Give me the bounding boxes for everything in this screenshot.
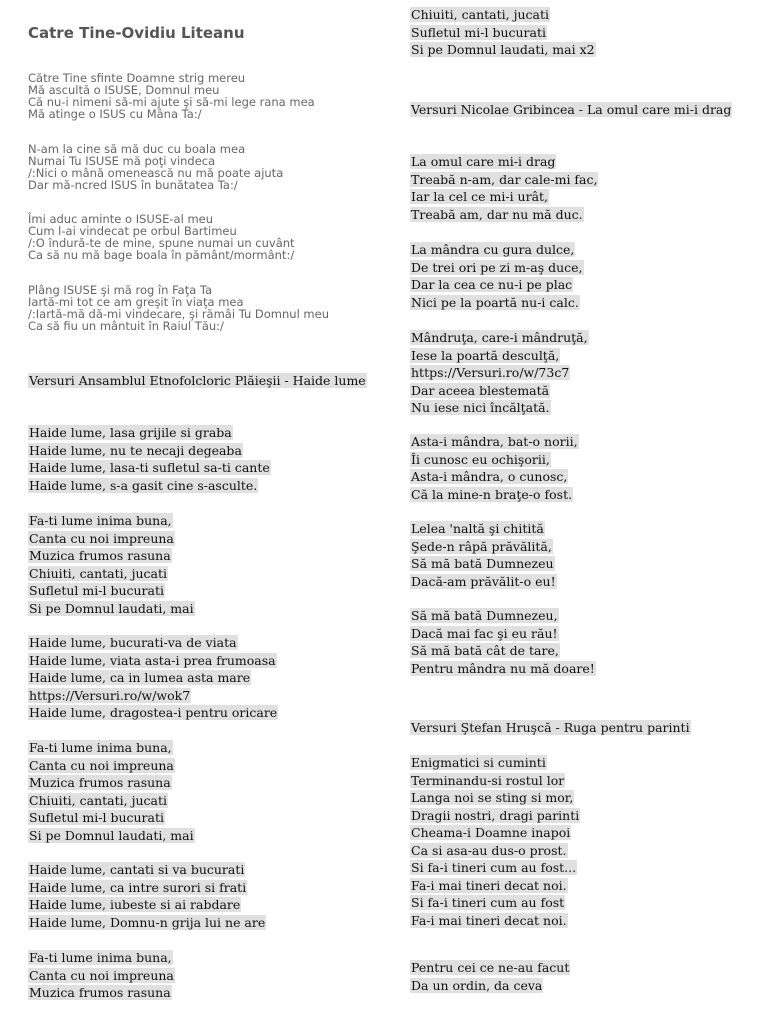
song-heading-row bbox=[410, 719, 691, 737]
lyric-line-row bbox=[28, 547, 172, 565]
lyric-line-row bbox=[410, 41, 596, 59]
prayer-line: Iartă-mi tot ce am greşit în viaţa mea bbox=[28, 295, 244, 309]
prayer-line: Dar mă-ncred ISUS în bunătatea Ta:/ bbox=[28, 178, 238, 192]
lyric-line-row bbox=[410, 486, 573, 504]
lyric-line-row bbox=[410, 959, 570, 977]
lyric-line-row bbox=[28, 530, 175, 548]
lyric-line-row bbox=[28, 442, 243, 460]
lyric-line[interactable]: https://Versuri.ro/w/wok7 bbox=[29, 687, 191, 703]
prayer-line: Ca să nu mă bage boala în pământ/mormânt:/ bbox=[28, 248, 295, 262]
lyric-line-row bbox=[28, 774, 172, 792]
lyric-line: Sufletul mi-l bucurati bbox=[411, 24, 546, 40]
song-heading: Versuri Nicolae Gribincea - La omul care mi-i drag bbox=[411, 102, 732, 117]
lyric-line: Haide lume, lasa-ti sufletul sa-ti cante bbox=[29, 460, 270, 475]
prayer-line: /:Nici o mână omenească nu mă poate ajuta bbox=[28, 166, 284, 180]
prayer-line: Numai Tu ISUSE mă poţi vindeca bbox=[28, 154, 216, 168]
lyric-line: Fa-ti lume inima buna, bbox=[29, 950, 172, 965]
lyric-line-row bbox=[28, 967, 175, 985]
lyric-line: Fa-ti lume inima buna, bbox=[29, 513, 172, 528]
lyric-line: Asta-i mândra, bat-o norii, bbox=[411, 434, 578, 449]
prayer-line: Îmi aduc aminte o ISUSE-al meu bbox=[28, 212, 214, 226]
lyric-line-row bbox=[410, 294, 580, 312]
lyric-line: Chiuiti, cantati, jucati bbox=[29, 792, 167, 808]
lyric-line-row bbox=[410, 347, 560, 365]
lyric-line-row bbox=[410, 399, 551, 417]
song-heading: Versuri Ansamblul Etnofolcloric Plăieşii - Haide lume bbox=[29, 373, 366, 388]
page-title: Catre Tine-Ovidiu Liteanu bbox=[28, 24, 245, 42]
song-heading-row bbox=[28, 372, 367, 390]
lyric-line: Pentru mândra nu mă doare! bbox=[411, 660, 595, 676]
lyric-line: Ca si asa-au dus-o prost. bbox=[411, 842, 567, 858]
lyric-line-row bbox=[410, 538, 553, 556]
lyric-line-row bbox=[410, 607, 559, 625]
lyric-line-row bbox=[410, 807, 580, 825]
lyric-line-row bbox=[410, 555, 555, 573]
lyric-line: Dacă mai fac şi eu rău! bbox=[411, 625, 558, 641]
lyric-line: Muzica frumos rasuna bbox=[29, 548, 171, 563]
lyric-line: Nu iese nici încălţată. bbox=[411, 400, 550, 415]
lyric-line: Mândruţa, care-i mândruţă, bbox=[411, 330, 588, 345]
lyric-line: Si pe Domnul laudati, mai x2 bbox=[411, 42, 595, 57]
lyric-line-row bbox=[410, 451, 551, 469]
lyric-line-row bbox=[410, 259, 584, 277]
lyric-line-row bbox=[28, 896, 241, 914]
lyric-line: Haide lume, bucurati-va de viata bbox=[29, 635, 237, 650]
lyric-line: Canta cu noi impreuna bbox=[29, 757, 174, 773]
lyric-line: Canta cu noi impreuna bbox=[29, 530, 174, 546]
prayer-line: Cum l-ai vindecat pe orbul Bartimeu bbox=[28, 224, 237, 238]
lyric-line-row bbox=[410, 520, 545, 538]
lyric-line: Dacă-am prăvălit-o eu! bbox=[411, 573, 556, 589]
lyric-line: Chiuiti, cantati, jucati bbox=[29, 565, 167, 581]
lyric-line: Şede-n râpă prăvălită, bbox=[411, 538, 552, 554]
lyric-line: Dar aceea blestemată bbox=[411, 382, 550, 398]
lyric-line-row bbox=[410, 859, 577, 877]
lyric-line: Langa noi se sting si mor, bbox=[411, 790, 574, 805]
lyric-line-row bbox=[28, 652, 277, 670]
lyric-line: Haide lume, cantati si va bucurati bbox=[29, 862, 245, 877]
lyric-line: Si pe Domnul laudati, mai bbox=[29, 600, 194, 616]
lyric-line-row bbox=[28, 879, 247, 897]
lyric-line-row bbox=[28, 792, 168, 810]
prayer-line: Că nu-i nimeni să-mi ajute şi să-mi lege rana mea bbox=[28, 95, 315, 109]
lyric-line-row bbox=[28, 914, 266, 932]
lyric-line: Enigmatici si cuminti bbox=[411, 755, 546, 770]
lyric-line-row bbox=[410, 241, 575, 259]
prayer-stanza bbox=[28, 143, 283, 191]
lyric-line-row bbox=[410, 206, 584, 224]
lyric-line: Terminandu-si rostul lor bbox=[411, 772, 565, 788]
lyric-line: Fa-i mai tineri decat noi. bbox=[411, 877, 567, 893]
lyric-line-row bbox=[410, 642, 560, 660]
lyric-line-row bbox=[28, 809, 165, 827]
prayer-stanza bbox=[28, 213, 295, 261]
lyric-line: Haide lume, dragostea-i pentru oricare bbox=[29, 705, 278, 720]
lyric-line[interactable]: https://Versuri.ro/w/73c7 bbox=[411, 365, 570, 380]
lyric-line: Haide lume, Domnu-n grija lui ne are bbox=[29, 914, 266, 930]
prayer-stanza bbox=[28, 72, 315, 120]
lyric-line-row bbox=[410, 842, 568, 860]
lyric-line: Să mă bată cât de tare, bbox=[411, 643, 559, 658]
lyric-line: Da un ordin, da ceva bbox=[411, 977, 543, 993]
lyric-line-row bbox=[410, 468, 568, 486]
lyric-line-row bbox=[28, 827, 195, 845]
lyric-line: Sufletul mi-l bucurati bbox=[29, 810, 164, 825]
lyric-line-row bbox=[28, 459, 271, 477]
lyric-line-row bbox=[28, 512, 173, 530]
lyric-line: Haide lume, ca intre surori si frati bbox=[29, 879, 247, 895]
lyric-line-row bbox=[28, 669, 251, 687]
lyric-line-row bbox=[410, 824, 571, 842]
lyric-line: Si pe Domnul laudati, mai bbox=[29, 827, 194, 843]
lyric-line: Că la mine-n braţe-o fost. bbox=[411, 486, 573, 502]
lyric-line: Haide lume, iubeste si ai rabdare bbox=[29, 897, 241, 912]
prayer-line: Ca să fiu un mântuit în Raiul Tău:/ bbox=[28, 319, 224, 333]
lyric-line-row bbox=[410, 329, 589, 347]
prayer-line: N-am la cine să mă duc cu boala mea bbox=[28, 142, 246, 156]
lyric-line-row bbox=[28, 634, 238, 652]
lyric-line-row bbox=[410, 6, 550, 24]
lyric-line-row bbox=[28, 565, 168, 583]
lyric-line-row bbox=[410, 24, 547, 42]
lyric-line: Muzica frumos rasuna bbox=[29, 775, 171, 790]
lyric-line-row bbox=[410, 877, 568, 895]
lyric-line: Iar la cel ce mi-i urât, bbox=[411, 189, 549, 204]
prayer-line: /:Iartă-mă dă-mi vindecare, şi rămâi Tu Domnul meu bbox=[28, 307, 329, 321]
lyric-line-row bbox=[410, 153, 556, 171]
lyric-line-row bbox=[410, 772, 565, 790]
lyric-line-row bbox=[28, 600, 195, 618]
lyric-line-row bbox=[28, 739, 173, 757]
lyric-line-row bbox=[28, 477, 258, 495]
song-heading: Versuri Ştefan Hruşcă - Ruga pentru parinti bbox=[411, 720, 690, 735]
lyric-line-row bbox=[28, 949, 173, 967]
lyric-line: Treabă am, dar nu mă duc. bbox=[411, 206, 583, 222]
lyric-line: Haide lume, nu te necaji degeaba bbox=[29, 442, 242, 458]
lyric-line: Muzica frumos rasuna bbox=[29, 985, 171, 1000]
lyric-line: Treabă n-am, dar cale-mi fac, bbox=[411, 171, 598, 187]
lyric-line-row bbox=[410, 188, 549, 206]
lyric-line: Chiuiti, cantati, jucati bbox=[411, 7, 549, 22]
lyric-line: Dragii nostri, dragi parinti bbox=[411, 807, 580, 823]
lyric-line: Canta cu noi impreuna bbox=[29, 967, 174, 983]
lyric-line: Sufletul mi-l bucurati bbox=[29, 583, 164, 598]
lyric-line-row bbox=[410, 977, 543, 995]
lyric-line-row bbox=[410, 382, 550, 400]
lyric-line: Nici pe la poartă nu-i calc. bbox=[411, 294, 579, 310]
lyric-line: Îi cunosc eu ochişorii, bbox=[411, 451, 550, 467]
prayer-line: Mă atinge o ISUS cu Mâna Ta:/ bbox=[28, 107, 202, 121]
lyric-line-row bbox=[410, 754, 547, 772]
lyric-line: Fa-ti lume inima buna, bbox=[29, 740, 172, 755]
lyric-line-row bbox=[410, 912, 568, 930]
lyric-line-row bbox=[410, 276, 573, 294]
lyric-line-row bbox=[28, 704, 278, 722]
lyric-line: Asta-i mândra, o cunosc, bbox=[411, 469, 568, 484]
lyric-line-row bbox=[28, 687, 191, 705]
lyric-line-row bbox=[28, 424, 233, 442]
lyric-line-row bbox=[410, 625, 559, 643]
lyric-line: La mândra cu gura dulce, bbox=[411, 242, 575, 257]
lyric-line: Si fa-i tineri cum au fost bbox=[411, 895, 565, 910]
lyric-line: Haide lume, lasa grijile si graba bbox=[29, 425, 232, 440]
song-heading-row bbox=[410, 101, 732, 119]
lyric-line-row bbox=[410, 660, 596, 678]
lyric-line-row bbox=[28, 984, 172, 1002]
lyric-line: Să mă bată Dumnezeu, bbox=[411, 608, 558, 623]
lyric-line: Si fa-i tineri cum au fost... bbox=[411, 860, 577, 875]
lyric-line-row bbox=[410, 364, 570, 382]
lyric-line: Să mă bată Dumnezeu bbox=[411, 556, 554, 571]
lyric-line: De trei ori pe zi m-aş duce, bbox=[411, 259, 583, 275]
prayer-line: Mă ascultă o ISUSE, Domnul meu bbox=[28, 83, 220, 97]
lyric-line: Haide lume, s-a gasit cine s-asculte. bbox=[29, 477, 258, 493]
lyric-line: La omul care mi-i drag bbox=[411, 154, 556, 169]
prayer-stanza bbox=[28, 284, 329, 332]
lyric-line: Dar la cea ce nu-i pe plac bbox=[411, 277, 573, 292]
lyric-line: Cheama-i Doamne inapoi bbox=[411, 825, 571, 840]
lyric-line-row bbox=[28, 582, 165, 600]
lyric-line: Haide lume, viata asta-i prea frumoasa bbox=[29, 652, 276, 668]
prayer-line: Către Tine sfinte Doamne strig mereu bbox=[28, 71, 246, 85]
lyric-line-row bbox=[410, 171, 598, 189]
lyric-line-row bbox=[410, 433, 579, 451]
lyric-line-row bbox=[28, 757, 175, 775]
lyric-line: Iese la poartă desculţă, bbox=[411, 347, 560, 363]
prayer-line: /:O îndură-te de mine, spune numai un cuvânt bbox=[28, 236, 295, 250]
lyric-line: Pentru cei ce ne-au facut bbox=[411, 960, 570, 975]
lyric-line-row bbox=[410, 573, 557, 591]
lyric-line-row bbox=[28, 861, 245, 879]
lyric-line: Lelea 'naltă şi chitită bbox=[411, 521, 544, 536]
lyric-line-row bbox=[410, 789, 574, 807]
lyric-line: Fa-i mai tineri decat noi. bbox=[411, 912, 567, 928]
prayer-line: Plâng ISUSE şi mă rog în Faţa Ta bbox=[28, 283, 213, 297]
lyric-line-row bbox=[410, 894, 565, 912]
lyric-line: Haide lume, ca in lumea asta mare bbox=[29, 670, 251, 685]
